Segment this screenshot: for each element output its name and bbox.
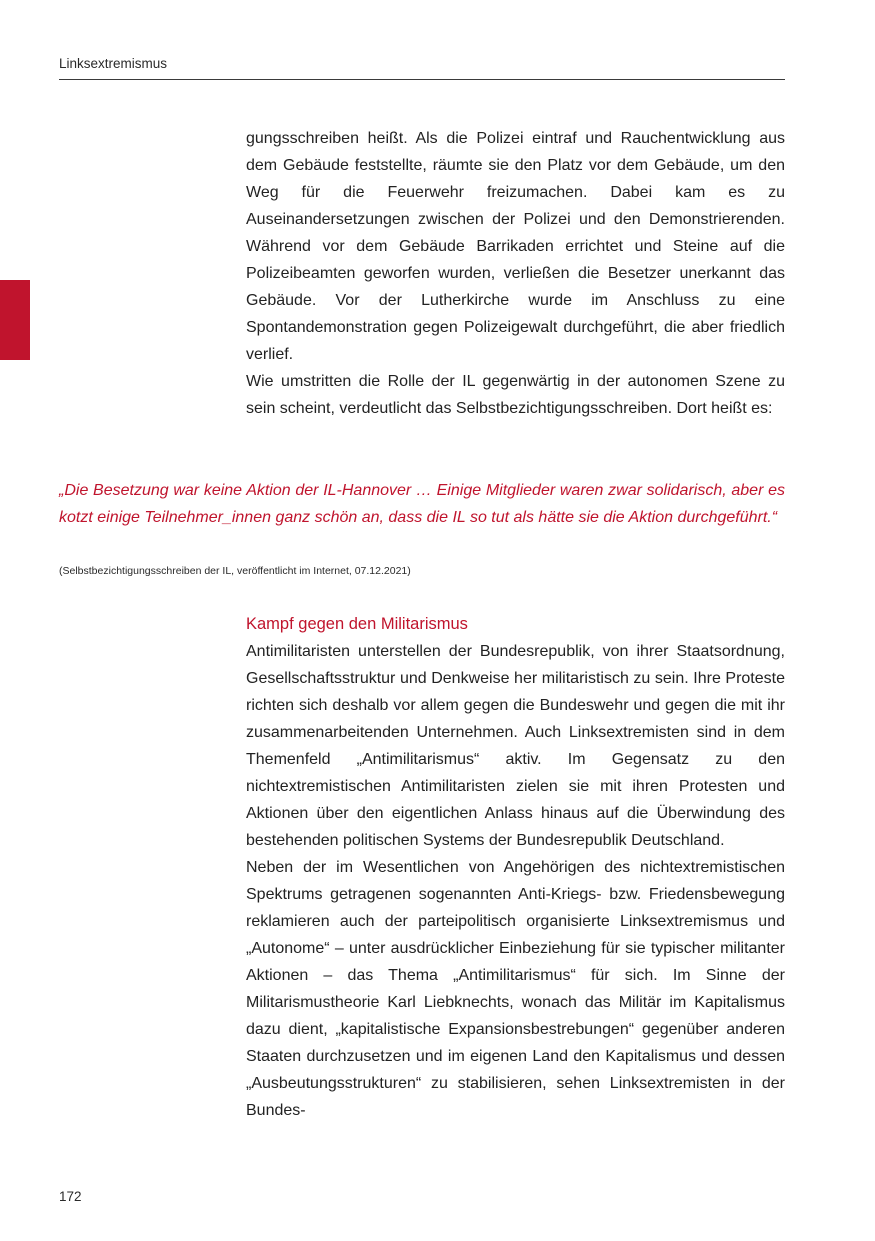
- body-paragraph: Antimilitaristen unterstellen der Bundesrepublik, von ihrer Staatsordnung, Gesellschaftsstruktur und Denkweise her militaristisch zu sein. Ihre Proteste richten sich deshalb vor allem gegen die Bundeswehr und gegen die mit ihr zusammenarbeitenden Unternehmen. Auch Linksextremisten sind in dem Themenfeld „Antimilitarismus“ aktiv. Im Gegensatz zu den nichtextremistischen Antimilitaristen zielen sie mit ihren Protesten und Aktionen über den eigentlichen Anlass hinaus auf die Überwindung des bestehenden politischen Systems der Bundesrepublik Deutschland.: [246, 643, 785, 849]
- block-quote: „Die Besetzung war keine Aktion der IL-Hannover … Einige Mitglieder waren zwar solidarisch, aber es kotzt einige Teilnehmer_innen ganz schön an, dass die IL so tut als hätte sie die Aktion durchgeführt.“: [59, 482, 785, 526]
- body-column-bottom: [246, 611, 785, 1124]
- page-number: 172: [59, 1189, 82, 1204]
- section-heading: Kampf gegen den Militarismus: [246, 615, 468, 633]
- body-paragraph: Wie umstritten die Rolle der IL gegenwärtig in der autonomen Szene zu sein scheint, verdeutlicht das Selbstbezichtigungsschreiben. Dort heißt es:: [246, 373, 785, 417]
- chapter-side-marker: [0, 280, 30, 360]
- body-column-top: [246, 125, 785, 422]
- body-paragraph: gungsschreiben heißt. Als die Polizei eintraf und Rauchentwicklung aus dem Gebäude feststellte, räumte sie den Platz vor dem Gebäude, um den Weg für die Feuerwehr freizumachen. Dabei kam es zu Auseinandersetzungen zwischen der Polizei und den Demonstrierenden. Während vor dem Gebäude Barrikaden errichtet und Steine auf die Polizeibeamten geworfen wurden, verließen die Besetzer unerkannt das Gebäude. Vor der Lutherkirche wurde im Anschluss zu eine Spontandemonstration gegen Polizeigewalt durchgeführt, die aber friedlich verlief.: [246, 130, 785, 363]
- body-paragraph: Neben der im Wesentlichen von Angehörigen des nichtextremistischen Spektrums getragenen sogenannten Anti-Kriegs- bzw. Friedensbewegung reklamieren auch der parteipolitisch organisierte Linksextremismus und „Autonome“ – unter ausdrücklicher Einbeziehung für sie typischer militanter Aktionen – das Thema „Antimilitarismus“ für sich. Im Sinne der Militarismustheorie Karl Liebknechts, wonach das Militär im Kapitalismus dazu dient, „kapitalistische Expansionsbestrebungen“ gegenüber anderen Staaten durchzusetzen und im eigenen Land den Kapitalismus und dessen „Ausbeutungsstrukturen“ zu stabilisieren, sehen Linksextremisten in der Bundes-: [246, 859, 785, 1119]
- quote-source: (Selbstbezichtigungsschreiben der IL, veröffentlicht im Internet, 07.12.2021): [59, 565, 411, 577]
- running-header: Linksextremismus: [59, 56, 168, 71]
- header-rule: [59, 79, 785, 80]
